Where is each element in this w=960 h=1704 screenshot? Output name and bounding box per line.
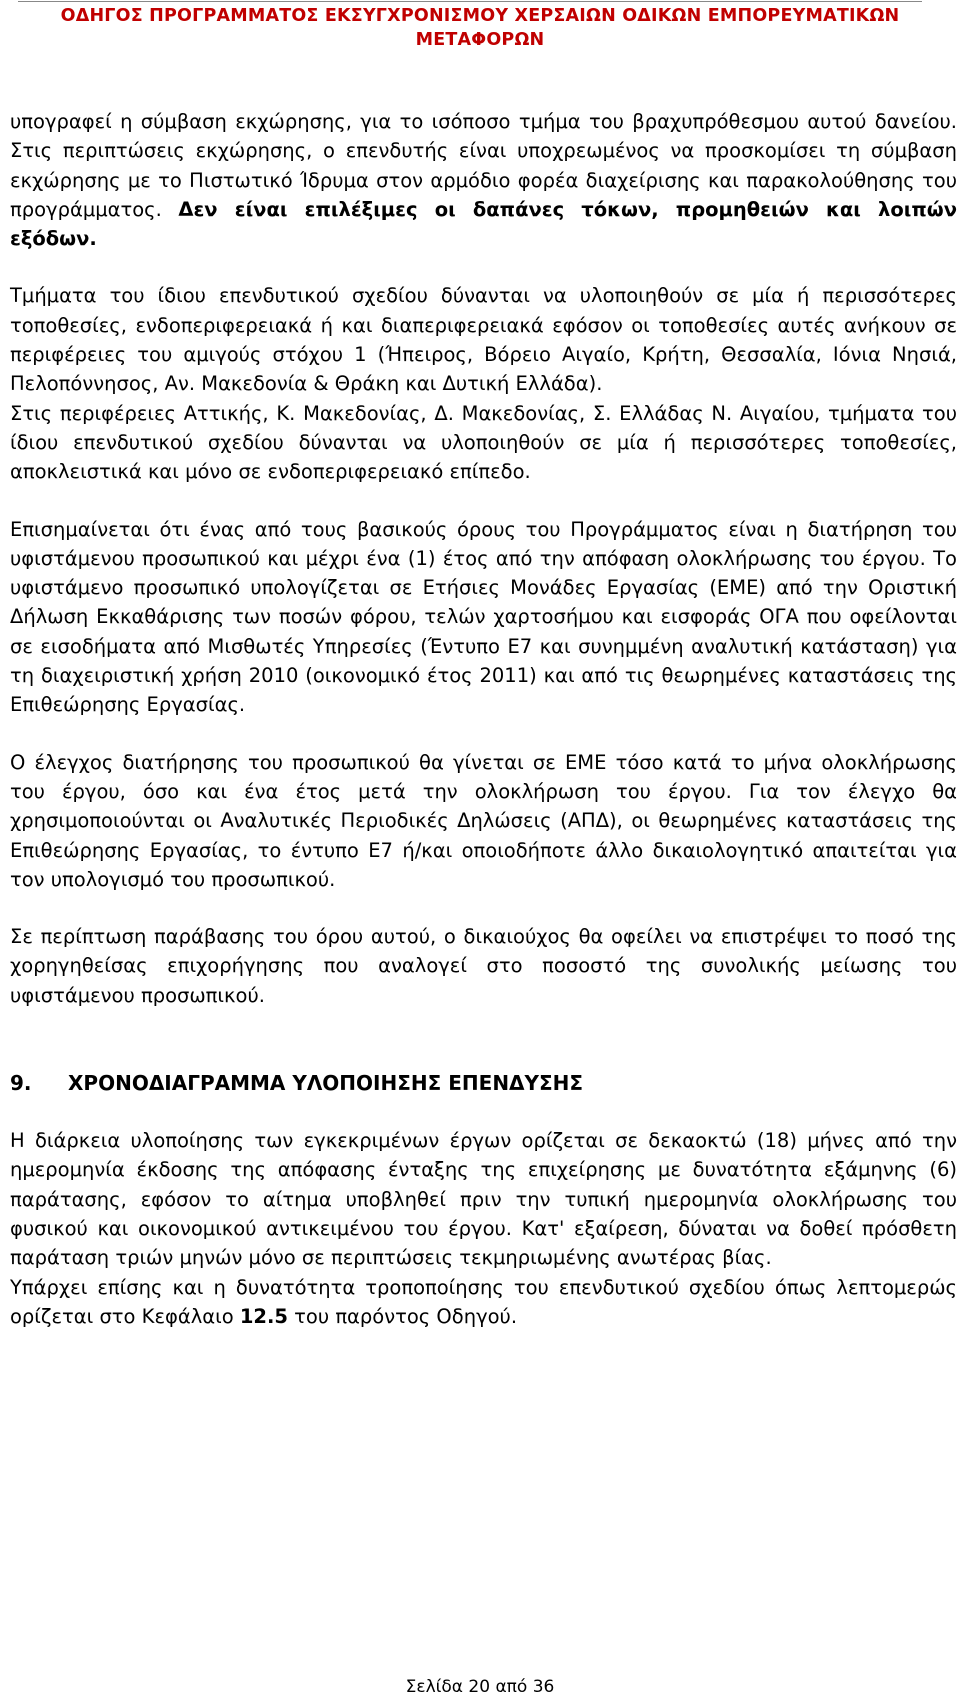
section-title: ΧΡΟΝΟΔΙΑΓΡΑΜΜΑ ΥΛΟΠΟΙΗΣΗΣ ΕΠΕΝΔΥΣΗΣ: [68, 1071, 584, 1096]
document-title-line-2: ΜΕΤΑΦΟΡΩΝ: [415, 30, 545, 50]
document-title-line-1: ΟΔΗΓΟΣ ΠΡΟΓΡΑΜΜΑΤΟΣ ΕΚΣΥΓΧΡΟΝΙΣΜΟΥ ΧΕΡΣΑΙΩΝ ΟΔΙΚΩΝ ΕΜΠΟΡΕΥΜΑΤΙΚΩΝ: [60, 6, 900, 26]
paragraph-regions: Στις περιφέρειες Αττικής, Κ. Μακεδονίας, Δ. Μακεδονίας, Σ. Ελλάδας Ν. Αιγαίου, τμήματα του ίδιου επενδυτικού σχεδίου δύνανται να υλοποιηθούν σε μία ή περισσότερες τοποθεσίες, αποκλειστικά και μόνο σε ενδοπεριφερειακό επίπεδο.: [10, 401, 957, 484]
paragraph-text: του παρόντος Οδηγού.: [287, 1304, 518, 1328]
page-content: [10, 107, 957, 1331]
chapter-reference: 12.5: [239, 1304, 288, 1328]
paragraph-modification: [10, 1273, 957, 1332]
ineligible-costs-note: Δεν είναι επιλέξιμες οι δαπάνες τόκων, προμηθειών και λοιπών εξόδων.: [10, 197, 957, 251]
paragraph-staff-check: Ο έλεγχος διατήρησης του προσωπικού θα γίνεται σε ΕΜΕ τόσο κατά το μήνα ολοκλήρωσης του έργου, όσο και ένα έτος μετά την ολοκλήρωση του έργου. Για τον έλεγχο θα χρησιμοποιούνται οι Αναλυτικές Περιοδικές Δηλώσεις (ΑΠΔ), οι θεωρημένες καταστάσεις της Επιθεώρησης Εργασίας, το έντυπο Ε7 ή/και οποιοδήποτε άλλο δικαιολογητικό απαιτείται για τον υπολογισμό του προσωπικού.: [10, 750, 957, 891]
header-rule: [18, 1, 922, 2]
paragraph-locations: Τμήματα του ίδιου επενδυτικού σχεδίου δύνανται να υλοποιηθούν σε μία ή περισσότερες τοποθεσίες, ενδοπεριφερειακά ή και διαπεριφερειακά εφόσον οι τοποθεσίες αυτές ανήκουν σε περιφέρειες του αμιγούς στόχου 1 (Ήπειρος, Βόρειο Αιγαίο, Κρήτη, Θεσσαλία, Ιόνια Νησιά, Πελοπόννησος, Αν. Μακεδονία & Θράκη και Δυτική Ελλάδα).: [10, 284, 957, 396]
paragraph-text: υπογραφεί η σύμβαση εκχώρησης, για το ισόποσο τμήμα του βραχυπρόθεσμου αυτού δανείου. Στις περιπτώσεις εκχώρησης, ο επενδυτής είναι υποχρεωμένος να προσκομίσει τη σύμβαση εκχώρησης με το Πιστωτικό Ίδρυμα στον αρμόδιο φορέα διαχείρισης και παρακολούθησης του προγράμματος.: [10, 110, 957, 221]
paragraph-text: Υπάρχει επίσης και η δυνατότητα τροποποίησης του επενδυτικού σχεδίου όπως λεπτομερώς ορίζεται στο Κεφάλαιο: [10, 1275, 957, 1328]
paragraph-loan-assignment: [10, 107, 957, 253]
document-title: [0, 4, 960, 52]
section-number: 9.: [10, 1071, 32, 1096]
section-heading: [10, 1068, 957, 1098]
paragraph-staff-retention: Επισημαίνεται ότι ένας από τους βασικούς όρους του Προγράμματος είναι η διατήρηση του υφιστάμενου προσωπικού και μέχρι ένα (1) έτος από την απόφαση ολοκλήρωσης του έργου. Το υφιστάμενο προσωπικό υπολογίζεται σε Ετήσιες Μονάδες Εργασίας (ΕΜΕ) από την Οριστική Δήλωση Εκκαθάρισης των ποσών φόρου, τελών χαρτοσήμου και εισφοράς ΟΓΑ που οφείλονται σε εισοδήματα από Μισθωτές Υπηρεσίες (Έντυπο Ε7 και συνημμένη αναλυτική κατάσταση) για τη διαχειριστική χρήση 2010 (οικονομικό έτος 2011) και από τις θεωρημένες καταστάσεις της Επιθεώρησης Εργασίας.: [10, 517, 957, 717]
paragraph-duration: Η διάρκεια υλοποίησης των εγκεκριμένων έργων ορίζεται σε δεκαοκτώ (18) μήνες από την ημερομηνία έκδοσης της απόφασης ένταξης της επιχείρησης με δυνατότητα εξάμηνης (6) παράτασης, εφόσον το αίτημα υποβληθεί πριν την τυπική ημερομηνία ολοκλήρωσης του φυσικού και οικονομικού αντικειμένου του έργου. Κατ' εξαίρεση, δύναται να δοθεί πρόσθετη παράταση τριών μηνών μόνο σε περιπτώσεις τεκμηριωμένης ανωτέρας βίας.: [10, 1129, 957, 1270]
paragraph-penalty: Σε περίπτωση παράβασης του όρου αυτού, ο δικαιούχος θα οφείλει να επιστρέψει το ποσό της χορηγηθείσας επιχορήγησης που αναλογεί στο ποσοστό της συνολικής μείωσης του υφιστάμενου προσωπικού.: [10, 925, 957, 1007]
page-number: Σελίδα 20 από 36: [405, 1677, 555, 1697]
